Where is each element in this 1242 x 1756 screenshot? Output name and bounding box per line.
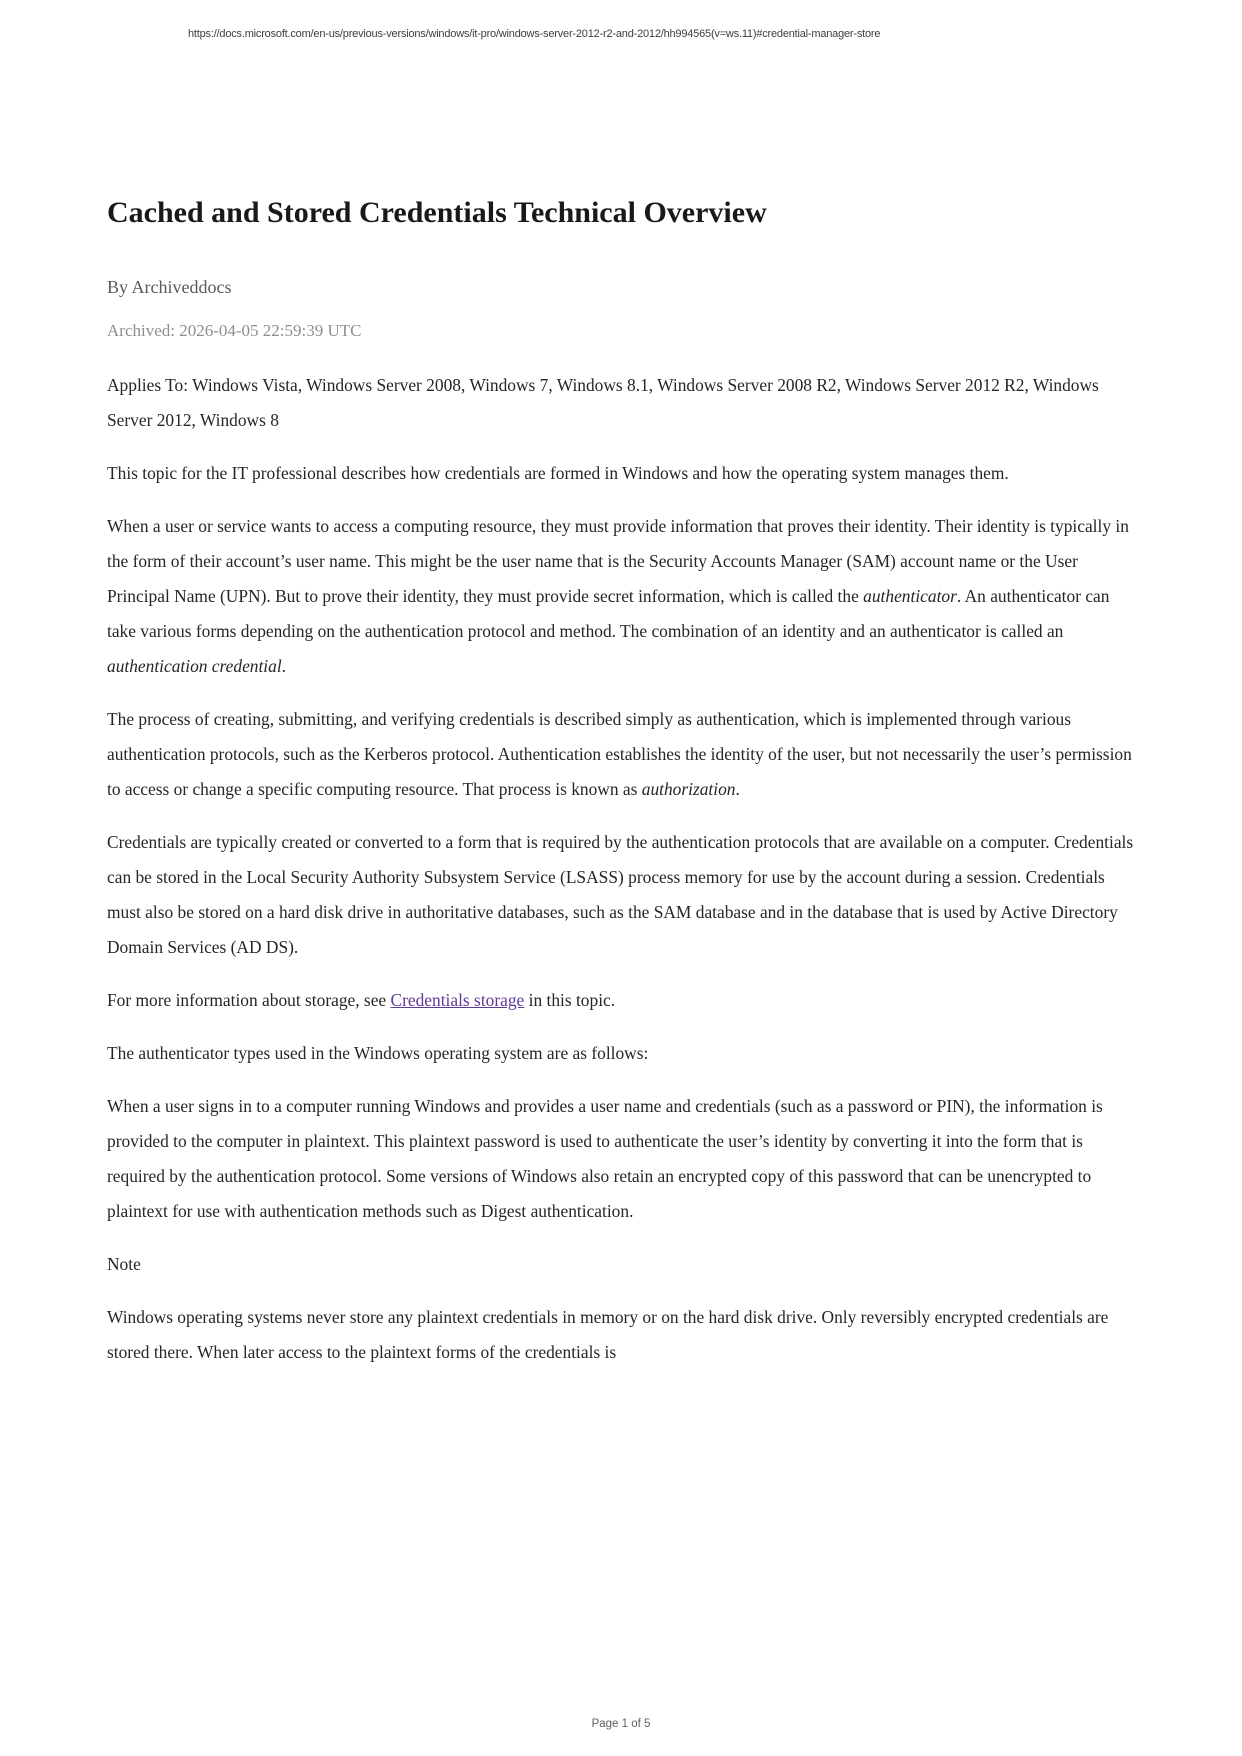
credentials-storage-link[interactable]: Credentials storage: [390, 990, 525, 1010]
page-number: Page 1 of 5: [591, 1718, 651, 1730]
text-segment: Credentials are typically created or converted to a form that is required by the authentication protocols that are available on a computer. Credentials can be stored in the Local Security Authority Subsystem Service (LSASS) process memory for use by the account during a session. Credentials must also be stored on a hard disk drive in authoritative databases, such as the SAM database and in the database that is used by Active Directory Domain Services (AD DS).: [107, 832, 1134, 957]
text-segment: Windows operating systems never store any plaintext credentials in memory or on the hard disk drive. Only reversibly encrypted credentials are stored there. When later access to the plaintext forms of the credentials is: [107, 1307, 1109, 1362]
document-url: https://docs.microsoft.com/en-us/previous-versions/windows/it-pro/windows-server-2012-r2-and-2012/hh994565(v=ws.11)#credential-manager-store: [188, 28, 881, 40]
paragraph-identity-authenticator: [107, 509, 1137, 684]
text-segment: authorization: [641, 779, 736, 799]
text-segment: in this topic.: [524, 990, 616, 1010]
paragraph-authentication-process: [107, 702, 1137, 807]
page-title: Cached and Stored Credentials Technical Overview: [107, 196, 767, 229]
archived-timestamp: Archived: 2026-04-05 22:59:39 UTC: [107, 321, 362, 340]
note-label: [107, 1247, 1137, 1282]
text-segment: authentication credential: [107, 656, 282, 676]
paragraph-authenticator-types: [107, 1036, 1137, 1071]
text-segment: For more information about storage, see: [107, 990, 391, 1010]
article-body: [107, 368, 1137, 1370]
paragraph-applies-to: [107, 368, 1137, 438]
byline: By Archiveddocs: [107, 277, 232, 297]
text-segment: The authenticator types used in the Windows operating system are as follows:: [107, 1043, 649, 1063]
text-segment: authenticator: [863, 586, 957, 606]
paragraph-note-body: [107, 1300, 1137, 1370]
paragraph-sign-in-plaintext: [107, 1089, 1137, 1229]
text-segment: The process of creating, submitting, and verifying credentials is described simply as authentication, which is implemented through various authentication protocols, such as the Kerberos protocol. Authentication establishes the identity of the user, but not necessarily the user’s permission to access or change a specific computing resource. That process is known as: [107, 709, 1132, 799]
text-segment: Note: [107, 1254, 141, 1274]
paragraph-topic-summary: [107, 456, 1137, 491]
text-segment: When a user signs in to a computer running Windows and provides a user name and credentials (such as a password or PIN), the information is provided to the computer in plaintext. This plaintext password is used to authenticate the user’s identity by converting it into the form that is required by the authentication protocol. Some versions of Windows also retain an encrypted copy of this password that can be unencrypted to plaintext for use with authentication methods such as Digest authentication.: [107, 1096, 1103, 1221]
text-segment: .: [735, 779, 740, 799]
text-segment: Applies To: Windows Vista, Windows Server 2008, Windows 7, Windows 8.1, Windows Server 2008 R2, Windows Server 2012 R2, Windows Server 2012, Windows 8: [107, 375, 1099, 430]
text-segment: .: [281, 656, 287, 676]
paragraph-more-information: [107, 983, 1137, 1018]
text-segment: This topic for the IT professional describes how credentials are formed in Windows and how the operating system manages them.: [107, 463, 1009, 483]
article-content: [107, 0, 1137, 1388]
text-segment: When a user or service wants to access a computing resource, they must provide information that proves their identity. Their identity is typically in the form of their account’s user name. This might be the user name that is the Security Accounts Manager (SAM) account name or the User Principal Name (UPN). But to prove their identity, they must provide secret information, which is called the: [107, 516, 1129, 606]
paragraph-credentials-storage-overview: [107, 825, 1137, 965]
text-segment: . An authenticator can take various forms depending on the authentication protocol and method. The combination of an identity and an authenticator is called an: [107, 586, 1110, 641]
